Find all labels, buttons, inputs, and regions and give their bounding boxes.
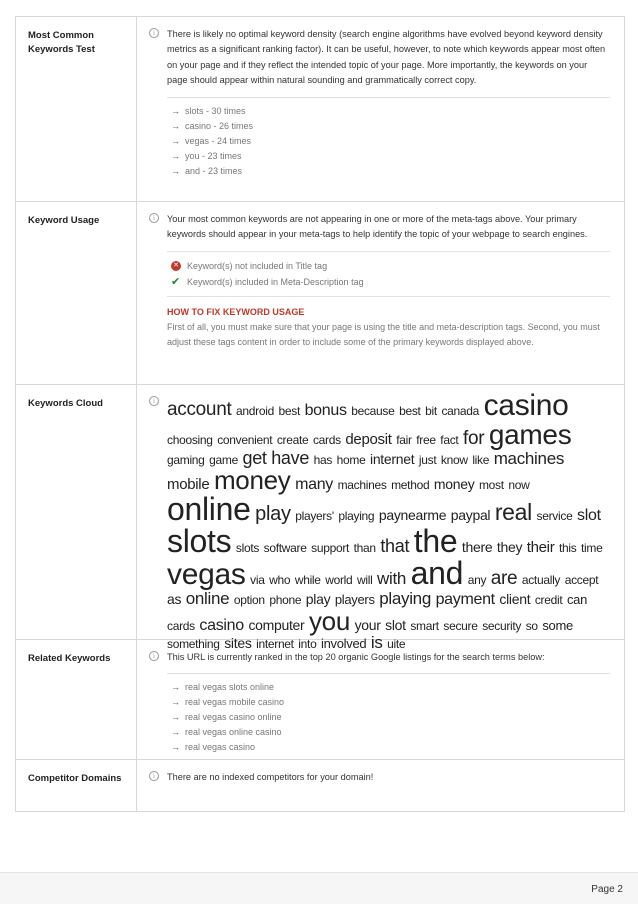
cloud-word: fact bbox=[440, 433, 459, 447]
cloud-word: that bbox=[380, 536, 410, 556]
cloud-word: game bbox=[209, 453, 238, 467]
cloud-word: account bbox=[167, 399, 232, 420]
cloud-word: while bbox=[294, 573, 321, 587]
cloud-word: have bbox=[271, 448, 310, 468]
pass-item: ✔ Keyword(s) included in Meta-Description tag bbox=[171, 275, 364, 288]
cloud-word: will bbox=[357, 573, 373, 587]
arrow-right-icon: → bbox=[171, 120, 180, 131]
cloud-word: fair bbox=[396, 433, 412, 447]
cloud-word: there bbox=[461, 539, 493, 555]
cloud-word: via bbox=[250, 573, 265, 587]
arrow-right-icon: → bbox=[171, 697, 180, 708]
report-table bbox=[15, 16, 625, 812]
info-icon: i bbox=[149, 396, 159, 406]
cloud-word: best bbox=[278, 404, 300, 418]
cloud-word: bit bbox=[425, 404, 437, 418]
cloud-word: cards bbox=[312, 433, 341, 447]
cloud-word: software bbox=[263, 541, 307, 555]
cloud-word: smart bbox=[410, 619, 439, 633]
cloud-word: playing bbox=[379, 589, 431, 608]
cloud-word: is bbox=[370, 633, 383, 652]
arrow-right-icon: → bbox=[171, 712, 180, 723]
cloud-word: choosing bbox=[167, 433, 213, 447]
cloud-word: home bbox=[336, 453, 366, 467]
cloud-word: who bbox=[269, 573, 291, 587]
divider bbox=[167, 673, 610, 674]
arrow-right-icon: → bbox=[171, 150, 180, 161]
cloud-word: money bbox=[213, 465, 291, 495]
cloud-word: real bbox=[494, 499, 532, 525]
competitor-domains-row bbox=[16, 760, 624, 812]
cloud-word: uite bbox=[387, 637, 406, 651]
divider bbox=[167, 97, 610, 98]
cloud-word: they bbox=[496, 539, 523, 555]
cloud-word: players' bbox=[295, 509, 334, 523]
row-label: Keyword Usage bbox=[16, 202, 137, 384]
cloud-word: computer bbox=[248, 617, 305, 633]
cloud-word: players bbox=[334, 592, 375, 607]
list-item: → and - 23 times bbox=[167, 164, 610, 179]
description: There are no indexed competitors for your domain! bbox=[167, 772, 374, 782]
cloud-word: support bbox=[311, 541, 350, 555]
description: This URL is currently ranked in the top 20 organic Google listings for the search terms below: bbox=[167, 652, 545, 662]
keyword-cloud bbox=[167, 391, 610, 651]
cloud-word: canada bbox=[441, 404, 480, 418]
cloud-word: service bbox=[536, 509, 573, 523]
cloud-word: games bbox=[488, 419, 572, 450]
arrow-right-icon: → bbox=[171, 105, 180, 116]
cloud-word: paypal bbox=[450, 507, 491, 523]
row-label: Most Common Keywords Test bbox=[16, 17, 137, 201]
arrow-right-icon: → bbox=[171, 135, 180, 146]
cloud-word: now bbox=[508, 478, 530, 492]
cloud-word: your bbox=[354, 617, 381, 633]
cloud-word: paynearme bbox=[378, 507, 447, 523]
cloud-word: time bbox=[581, 541, 603, 555]
cloud-word: something bbox=[167, 637, 220, 651]
cloud-word: and bbox=[410, 555, 464, 591]
row-label: Related Keywords bbox=[16, 640, 137, 759]
page-number: Page 2 bbox=[591, 884, 623, 895]
list-item: → real vegas online casino bbox=[167, 725, 610, 740]
cloud-word: android bbox=[236, 404, 274, 418]
cloud-word: bonus bbox=[304, 402, 347, 419]
list-item: → real vegas mobile casino bbox=[167, 695, 610, 710]
list-item: → real vegas slots online bbox=[167, 680, 610, 695]
cloud-word: their bbox=[526, 539, 555, 556]
list-item: → you - 23 times bbox=[167, 149, 610, 164]
cloud-word: phone bbox=[269, 593, 302, 607]
cloud-word: you bbox=[308, 606, 350, 636]
fix-text: First of all, you must make sure that your page is using the title and meta-description tags. Second, you must adjust these tags content in order to include some of the primary keywords displayed above. bbox=[167, 322, 600, 347]
cloud-word: play bbox=[305, 591, 331, 607]
cloud-word: world bbox=[325, 573, 353, 587]
cloud-word: accept bbox=[564, 573, 599, 587]
cloud-word: create bbox=[276, 433, 309, 447]
keyword-list bbox=[167, 104, 610, 179]
cloud-word: actually bbox=[521, 573, 561, 587]
cloud-word: slots bbox=[167, 523, 232, 559]
cloud-word: can bbox=[566, 592, 588, 607]
arrow-right-icon: → bbox=[171, 727, 180, 738]
cloud-word: any bbox=[467, 573, 487, 587]
cloud-word: online bbox=[185, 589, 230, 608]
fail-item: ✕ Keyword(s) not included in Title tag bbox=[167, 258, 610, 274]
keyword-usage-row bbox=[16, 202, 624, 385]
page-footer bbox=[0, 872, 638, 904]
list-item: → real vegas casino online bbox=[167, 710, 610, 725]
cloud-word: play bbox=[255, 503, 291, 525]
cloud-word: has bbox=[313, 453, 333, 467]
cloud-word: sites bbox=[224, 635, 252, 651]
cross-circle-icon: ✕ bbox=[171, 261, 181, 271]
info-icon: i bbox=[149, 771, 159, 781]
list-item: → casino - 26 times bbox=[167, 119, 610, 134]
arrow-right-icon: → bbox=[171, 165, 180, 176]
divider bbox=[167, 296, 610, 297]
cloud-word: secure bbox=[443, 619, 478, 633]
arrow-right-icon: → bbox=[171, 682, 180, 693]
arrow-right-icon: → bbox=[171, 742, 180, 753]
related-keywords-row bbox=[16, 640, 624, 760]
divider bbox=[167, 251, 610, 252]
related-keyword-list bbox=[167, 680, 610, 755]
cloud-word: method bbox=[391, 478, 430, 492]
cloud-word: money bbox=[433, 476, 475, 492]
cloud-word: most bbox=[478, 478, 504, 492]
info-icon: i bbox=[149, 651, 159, 661]
cloud-word: just bbox=[418, 453, 437, 467]
most-common-keywords-row bbox=[16, 17, 624, 202]
cloud-word: as bbox=[167, 591, 182, 607]
cloud-word: vegas bbox=[167, 558, 246, 591]
list-item: → vegas - 24 times bbox=[167, 134, 610, 149]
description: There is likely no optimal keyword density (search engine algorithms have evolved beyond keyword density metrics as a significant ranking factor). It can be useful, however, to note which keywords appear most often on your page and if they reflect the intended topic of your page. More importantly, the keywords on your page should appear within natural sounding and grammatically correct copy. bbox=[167, 29, 606, 86]
fix-title: HOW TO FIX KEYWORD USAGE bbox=[167, 306, 305, 317]
info-icon: i bbox=[149, 213, 159, 223]
checkmark-icon: ✔ bbox=[171, 275, 181, 288]
cloud-word: online bbox=[167, 491, 251, 527]
cloud-word: security bbox=[482, 619, 522, 633]
cloud-word: slot bbox=[577, 507, 601, 524]
cloud-word: casino bbox=[199, 617, 244, 634]
cloud-word: involved bbox=[321, 636, 367, 651]
row-label: Competitor Domains bbox=[16, 760, 137, 811]
cloud-word: know bbox=[440, 453, 468, 467]
list-item: → real vegas casino bbox=[167, 740, 610, 755]
cloud-word: for bbox=[463, 428, 485, 449]
cloud-word: gaming bbox=[167, 453, 205, 467]
cloud-word: into bbox=[298, 637, 317, 651]
cloud-word: payment bbox=[435, 591, 495, 608]
cloud-word: because bbox=[351, 404, 395, 418]
cloud-word: convenient bbox=[217, 433, 273, 447]
info-icon: i bbox=[149, 28, 159, 38]
cloud-word: credit bbox=[534, 593, 563, 607]
cloud-word: with bbox=[377, 569, 407, 588]
cloud-word: the bbox=[413, 523, 458, 559]
cloud-word: get bbox=[242, 448, 267, 468]
cloud-word: machines bbox=[337, 478, 387, 492]
row-label: Keywords Cloud bbox=[16, 385, 137, 639]
cloud-word: are bbox=[490, 568, 518, 589]
cloud-word: option bbox=[233, 593, 265, 607]
cloud-word: than bbox=[353, 541, 376, 555]
cloud-word: like bbox=[472, 453, 490, 467]
cloud-word: so bbox=[525, 619, 538, 633]
cloud-word: this bbox=[558, 541, 577, 555]
cloud-word: machines bbox=[493, 449, 565, 468]
cloud-word: many bbox=[295, 476, 333, 493]
keywords-cloud-row bbox=[16, 385, 624, 652]
cloud-word: slot bbox=[385, 617, 406, 633]
cloud-word: slots bbox=[235, 541, 260, 555]
list-item: → slots - 30 times bbox=[167, 104, 610, 119]
cloud-word: cards bbox=[167, 619, 195, 633]
cloud-word: internet bbox=[370, 451, 415, 467]
cloud-word: client bbox=[499, 591, 531, 607]
cloud-word: casino bbox=[483, 389, 569, 422]
cloud-word: some bbox=[542, 618, 573, 633]
cloud-word: mobile bbox=[167, 476, 210, 493]
cloud-word: best bbox=[399, 404, 421, 418]
cloud-word: playing bbox=[338, 509, 375, 523]
cloud-word: internet bbox=[256, 637, 294, 651]
cloud-word: deposit bbox=[345, 431, 392, 448]
description: Your most common keywords are not appearing in one or more of the meta-tags above. Your primary keywords should appear in your meta-tags to help identify the topic of your webpage to search engines. bbox=[167, 214, 588, 240]
cloud-word: free bbox=[416, 433, 436, 447]
